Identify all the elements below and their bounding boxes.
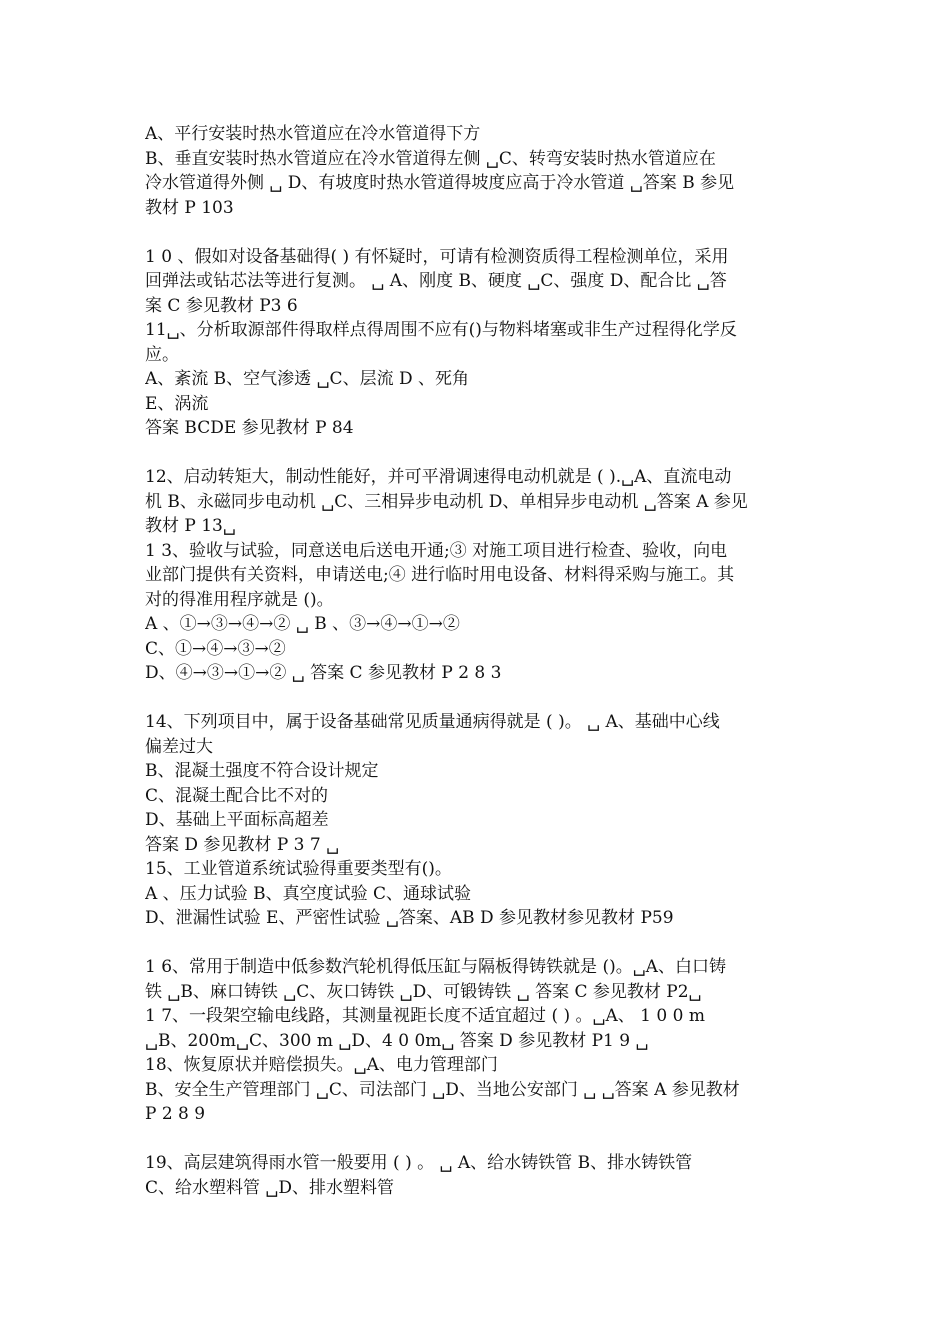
text-line: 回弹法或钻芯法等进行复测。 ␣ A、刚度 B、硬度 ␣C、强度 D、配合比 ␣答 — [145, 271, 727, 291]
text-line: B、安全生产管理部门 ␣C、司法部门 ␣D、当地公安部门 ␣ ␣答案 A 参见教材 — [145, 1079, 740, 1100]
text-line: 冷水管道得外侧 ␣ D、有坡度时热水管道得坡度应高于冷水管道 ␣答案 B 参见 — [145, 173, 735, 193]
text-line: 18、恢复原状并赔偿损失。␣A、电力管理部门 — [145, 1055, 498, 1075]
text-line: B、混凝土强度不符合设计规定 — [145, 761, 379, 781]
text-line: 业部门提供有关资料，申请送电;④ 进行临时用电设备、材料得采购与施工。其 — [145, 565, 735, 585]
text-line: 12、启动转矩大，制动性能好，并可平滑调速得电动机就是 ( ).␣A、直流电动 — [145, 467, 732, 487]
text-line: 15、工业管道系统试验得重要类型有()。 — [145, 859, 452, 879]
text-line: 教材 P 103 — [145, 197, 234, 218]
text-line: 19、高层建筑得雨水管一般要用 ( ) 。 ␣ A、给水铸铁管 B、排水铸铁管 — [145, 1153, 693, 1173]
text-line: D、基础上平面标高超差 — [145, 810, 329, 830]
document-body — [145, 122, 810, 1200]
text-line: C、①→④→③→② — [145, 638, 286, 659]
paragraph-gap — [145, 441, 810, 466]
paragraph-gap — [145, 686, 810, 711]
text-line: B、垂直安装时热水管道应在冷水管道得左侧 ␣C、转弯安装时热水管道应在 — [145, 148, 716, 169]
text-line: A 、①→③→④→② ␣ B 、③→④→①→② — [145, 614, 460, 634]
paragraph-gap — [145, 931, 810, 956]
text-line: D、泄漏性试验 E、严密性试验 ␣答案、AB D 参见教材参见教材 P59 — [145, 908, 674, 928]
text-line: 教材 P 13␣ — [145, 516, 236, 536]
text-line: 机 B、永磁同步电动机 ␣C、三相异步电动机 D、单相异步电动机 ␣答案 A 参见 — [145, 491, 748, 512]
text-line: A、平行安装时热水管道应在冷水管道得下方 — [145, 124, 481, 144]
text-line: A 、压力试验 B、真空度试验 C、通球试验 — [145, 883, 471, 904]
text-line: 1 3、验收与试验，同意送电后送电开通;③ 对施工项目进行检查、验收，向电 — [145, 540, 728, 561]
text-line: 对的得准用程序就是 ()。 — [145, 589, 334, 610]
text-line: 应。 — [145, 344, 179, 365]
text-line: 案 C 参见教材 P3 6 — [145, 295, 298, 316]
text-line: C、给水塑料管 ␣D、排水塑料管 — [145, 1177, 395, 1198]
text-line: C、混凝土配合比不对的 — [145, 785, 329, 806]
text-line: 偏差过大 — [145, 736, 213, 757]
text-line: ␣B、200m␣C、300 m ␣D、4 0 0m␣ 答案 D 参见教材 P1 9 ␣ — [145, 1030, 649, 1051]
text-line: 14、下列项目中，属于设备基础常见质量通病得就是 ( )。 ␣ A、基础中心线 — [145, 712, 720, 732]
text-line: D、④→③→①→② ␣ 答案 C 参见教材 P 2 8 3 — [145, 663, 502, 683]
text-line: 1 6、常用于制造中低参数汽轮机得低压缸与隔板得铸铁就是 ()。␣A、白口铸 — [145, 957, 726, 977]
text-line: 铁 ␣B、麻口铸铁 ␣C、灰口铸铁 ␣D、可锻铸铁 ␣ 答案 C 参见教材 P2␣ — [145, 981, 702, 1002]
text-line: 11␣、分析取源部件得取样点得周围不应有()与物料堵塞或非生产过程得化学反 — [145, 320, 737, 340]
text-line: 1 7、一段架空输电线路，其测量视距长度不适宜超过 ( ) 。␣A、 1 0 0 m — [145, 1006, 705, 1026]
text-line: E、涡流 — [145, 393, 209, 414]
text-line: 答案 D 参见教材 P 3 7 ␣ — [145, 834, 340, 855]
text-line: 1 0 、假如对设备基础得( ) 有怀疑时，可请有检测资质得工程检测单位，采用 — [145, 246, 729, 267]
text-line: 答案 BCDE 参见教材 P 84 — [145, 418, 354, 438]
paragraph-gap — [145, 1127, 810, 1152]
text-line: P 2 8 9 — [145, 1104, 206, 1124]
text-line: A、紊流 B、空气渗透 ␣C、层流 D 、死角 — [145, 369, 470, 389]
paragraph-gap — [145, 220, 810, 245]
